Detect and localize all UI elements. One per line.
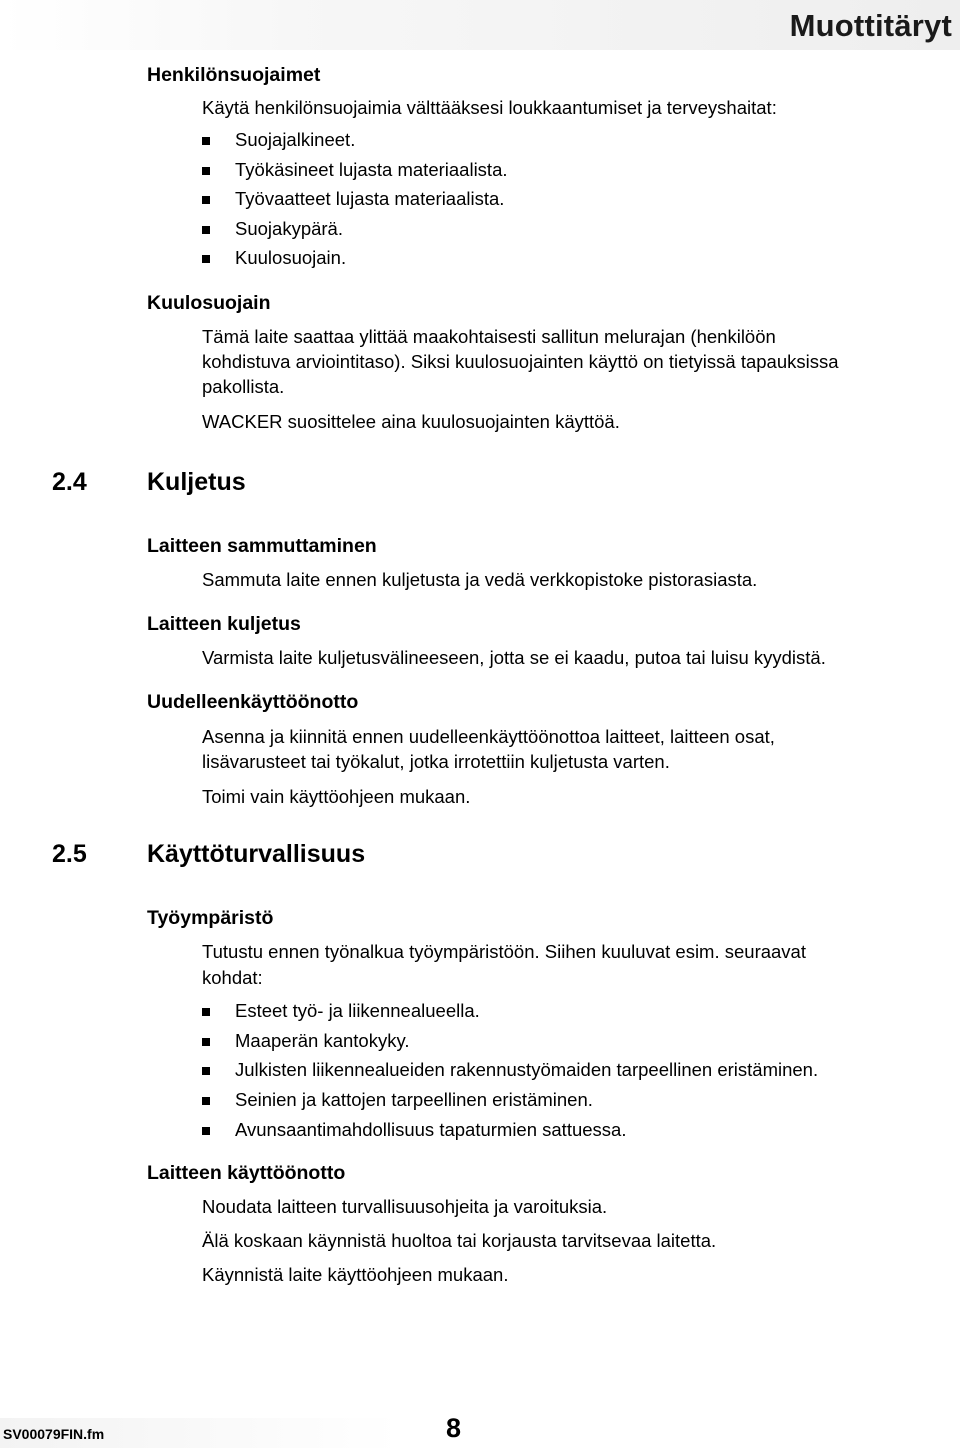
restart-text-line: Asenna ja kiinnitä ennen uudelleenkäyttöönottoa laitteet, laitteen osat, — [202, 726, 775, 747]
restart-heading: Uudelleenkäyttöönotto — [147, 691, 359, 713]
environment-item: Avunsaantimahdollisuus tapaturmien sattuessa. — [235, 1119, 627, 1140]
section-title: Käyttöturvallisuus — [147, 840, 366, 868]
transport-heading: Laitteen kuljetus — [147, 613, 301, 635]
startup-text-line: Noudata laitteen turvallisuusohjeita ja varoituksia. — [202, 1196, 608, 1217]
hearing-heading: Kuulosuojain — [147, 292, 271, 314]
environment-heading: Työympäristö — [147, 907, 274, 929]
section-number: 2.4 — [52, 468, 87, 496]
bullet-icon — [202, 196, 210, 204]
shutdown-text: Sammuta laite ennen kuljetusta ja vedä verkkopistoke pistorasiasta. — [202, 569, 758, 590]
bullet-icon — [202, 226, 210, 234]
bullet-icon — [202, 1038, 210, 1046]
environment-text-line: Tutustu ennen työnalkua työympäristöön. Siihen kuuluvat esim. seuraavat — [202, 941, 806, 962]
footer-file-name: SV00079FIN.fm — [3, 1426, 105, 1442]
restart-note: Toimi vain käyttöohjeen mukaan. — [202, 786, 471, 807]
ppe-item: Työvaatteet lujasta materiaalista. — [235, 188, 505, 209]
ppe-heading: Henkilönsuojaimet — [147, 64, 321, 86]
hearing-text-line: Tämä laite saattaa ylittää maakohtaisesti sallitun melurajan (henkilöön — [202, 326, 776, 347]
bullet-icon — [202, 137, 210, 145]
environment-item: Esteet työ- ja liikennealueella. — [235, 1000, 480, 1021]
bullet-icon — [202, 1127, 210, 1135]
page-number: 8 — [446, 1413, 462, 1443]
bullet-icon — [202, 1067, 210, 1075]
transport-text: Varmista laite kuljetusvälineeseen, jotta se ei kaadu, putoa tai luisu kyydistä. — [202, 647, 826, 668]
section-number: 2.5 — [52, 840, 87, 868]
ppe-item: Suojajalkineet. — [235, 129, 356, 150]
ppe-item: Työkäsineet lujasta materiaalista. — [235, 159, 508, 180]
bullet-icon — [202, 167, 210, 175]
ppe-item: Kuulosuojain. — [235, 247, 347, 268]
page-header-title: Muottitäryt — [789, 8, 952, 43]
bullet-icon — [202, 255, 210, 263]
ppe-intro: Käytä henkilönsuojaimia välttääksesi loukkaantumiset ja terveyshaitat: — [202, 97, 777, 118]
restart-text-line: lisävarusteet tai työkalut, jotka irrotettiin kuljetusta varten. — [202, 751, 670, 772]
environment-item: Julkisten liikennealueiden rakennustyömaiden tarpeellinen eristäminen. — [235, 1059, 819, 1080]
bullet-icon — [202, 1097, 210, 1105]
startup-heading: Laitteen käyttöönotto — [147, 1162, 346, 1184]
footer-file-band — [0, 1418, 400, 1448]
hearing-text-line: kohdistuva arviointitaso). Siksi kuulosuojainten käyttö on tietyissä tapauksissa — [202, 351, 839, 372]
bullet-icon — [202, 1008, 210, 1016]
environment-text-line: kohdat: — [202, 967, 263, 988]
startup-text-line: Älä koskaan käynnistä huoltoa tai korjausta tarvitsevaa laitetta. — [202, 1230, 717, 1251]
shutdown-heading: Laitteen sammuttaminen — [147, 535, 377, 557]
ppe-item: Suojakypärä. — [235, 218, 343, 239]
environment-item: Seinien ja kattojen tarpeellinen eristäminen. — [235, 1089, 593, 1110]
environment-item: Maaperän kantokyky. — [235, 1030, 410, 1051]
startup-text-line: Käynnistä laite käyttöohjeen mukaan. — [202, 1264, 509, 1285]
hearing-text-line: pakollista. — [202, 376, 285, 397]
hearing-recommendation: WACKER suosittelee aina kuulosuojainten käyttöä. — [202, 411, 620, 432]
section-title: Kuljetus — [147, 468, 246, 496]
